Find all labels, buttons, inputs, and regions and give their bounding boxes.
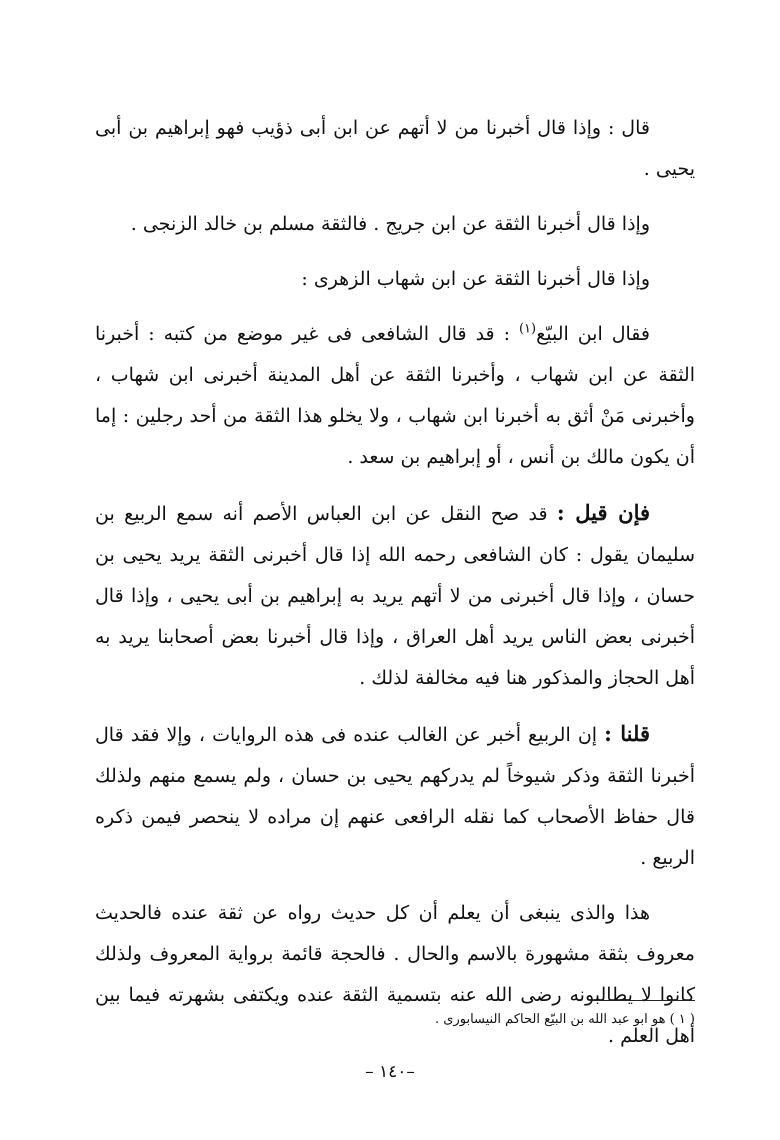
paragraph-7-text: هذا والذى ينبغى أن يعلم أن كل حديث رواه عن ثقة عنده فالحديث معروف بثقة مشهورة بالاسم والحال . فالحجة قائمة برواية المعروف ولذلك كانوا لا يطالبونه رضى الله عنه بتسمية الثقة عنده ويكتفى بشهرته فيما بين أهل العلم . [95,902,695,1047]
paragraph-1-text: قال : وإذا قال أخبرنا من لا أتهم عن ابن أبى ذؤيب فهو إبراهيم بن أبى يحيى . [95,117,695,180]
paragraph-5 [95,492,695,699]
paragraph-4-text: : قد قال الشافعى فى غير موضع من كتبه : أخبرنا الثقة عن ابن شهاب ، وأخبرنا الثقة عن أهل المدينة أخبرنى ابن شهاب ، وأخبرنى مَنْ أثق به أخبرنا ابن شهاب ، ولا يخلو هذا الثقة من أحد رجلين : إما أن يكون مالك بن أنس ، أو إبراهيم بن سعد . [95,323,695,468]
paragraph-4 [95,314,695,478]
paragraph-5-text: قد صح النقل عن ابن العباس الأصم أنه سمع الربيع بن سليمان يقول : كان الشافعى رحمه الله إذا قال أخبرنى الثقة يريد يحيى بن حسان ، وإذا قال أخبرنى من لا أتهم يريد به إبراهيم بن أبى يحيى ، وإذا قال أخبرنى بعض الناس يريد أهل العراق ، وإذا قال أخبرنا بعض أصحابنا يريد به أهل الحجاز والمذكور هنا فيه مخالفة لذلك . [95,503,695,689]
paragraph-1 [95,108,695,190]
main-text [95,108,695,1071]
objection-heading: فإن قيل : [556,500,651,525]
paragraph-6-text: إن الربيع أخبر عن الغالب عنده فى هذه الروايات ، وإلا فقد قال أخبرنا الثقة وذكر شيوخاً لم يدركهم يحيى بن حسان ، ولم يسمع منهم ولذلك قال حفاظ الأصحاب كما نقله الرافعى عنهم إن مراده لا ينحصر فيمن ذكره الربيع . [95,724,695,869]
footnote-divider [590,1000,695,1001]
paragraph-2-text: وإذا قال أخبرنا الثقة عن ابن جريج . فالثقة مسلم بن خالد الزنجى . [130,213,650,235]
footnote: ( ١ ) هو ابو عبد الله بن البيّع الحاكم النيسابورى . [435,1012,695,1027]
paragraph-7 [95,893,695,1057]
paragraph-6 [95,713,695,879]
footnote-ref: (١) [518,321,537,337]
page-number: –١٤٠ – [365,1062,415,1082]
paragraph-2 [95,204,695,245]
paragraph-3-text: وإذا قال أخبرنا الثقة عن ابن شهاب الزهرى : [301,268,650,290]
reply-heading: قلنا : [604,721,650,746]
paragraph-3 [95,259,695,300]
paragraph-4-lead: فقال ابن البيّع [536,323,650,345]
